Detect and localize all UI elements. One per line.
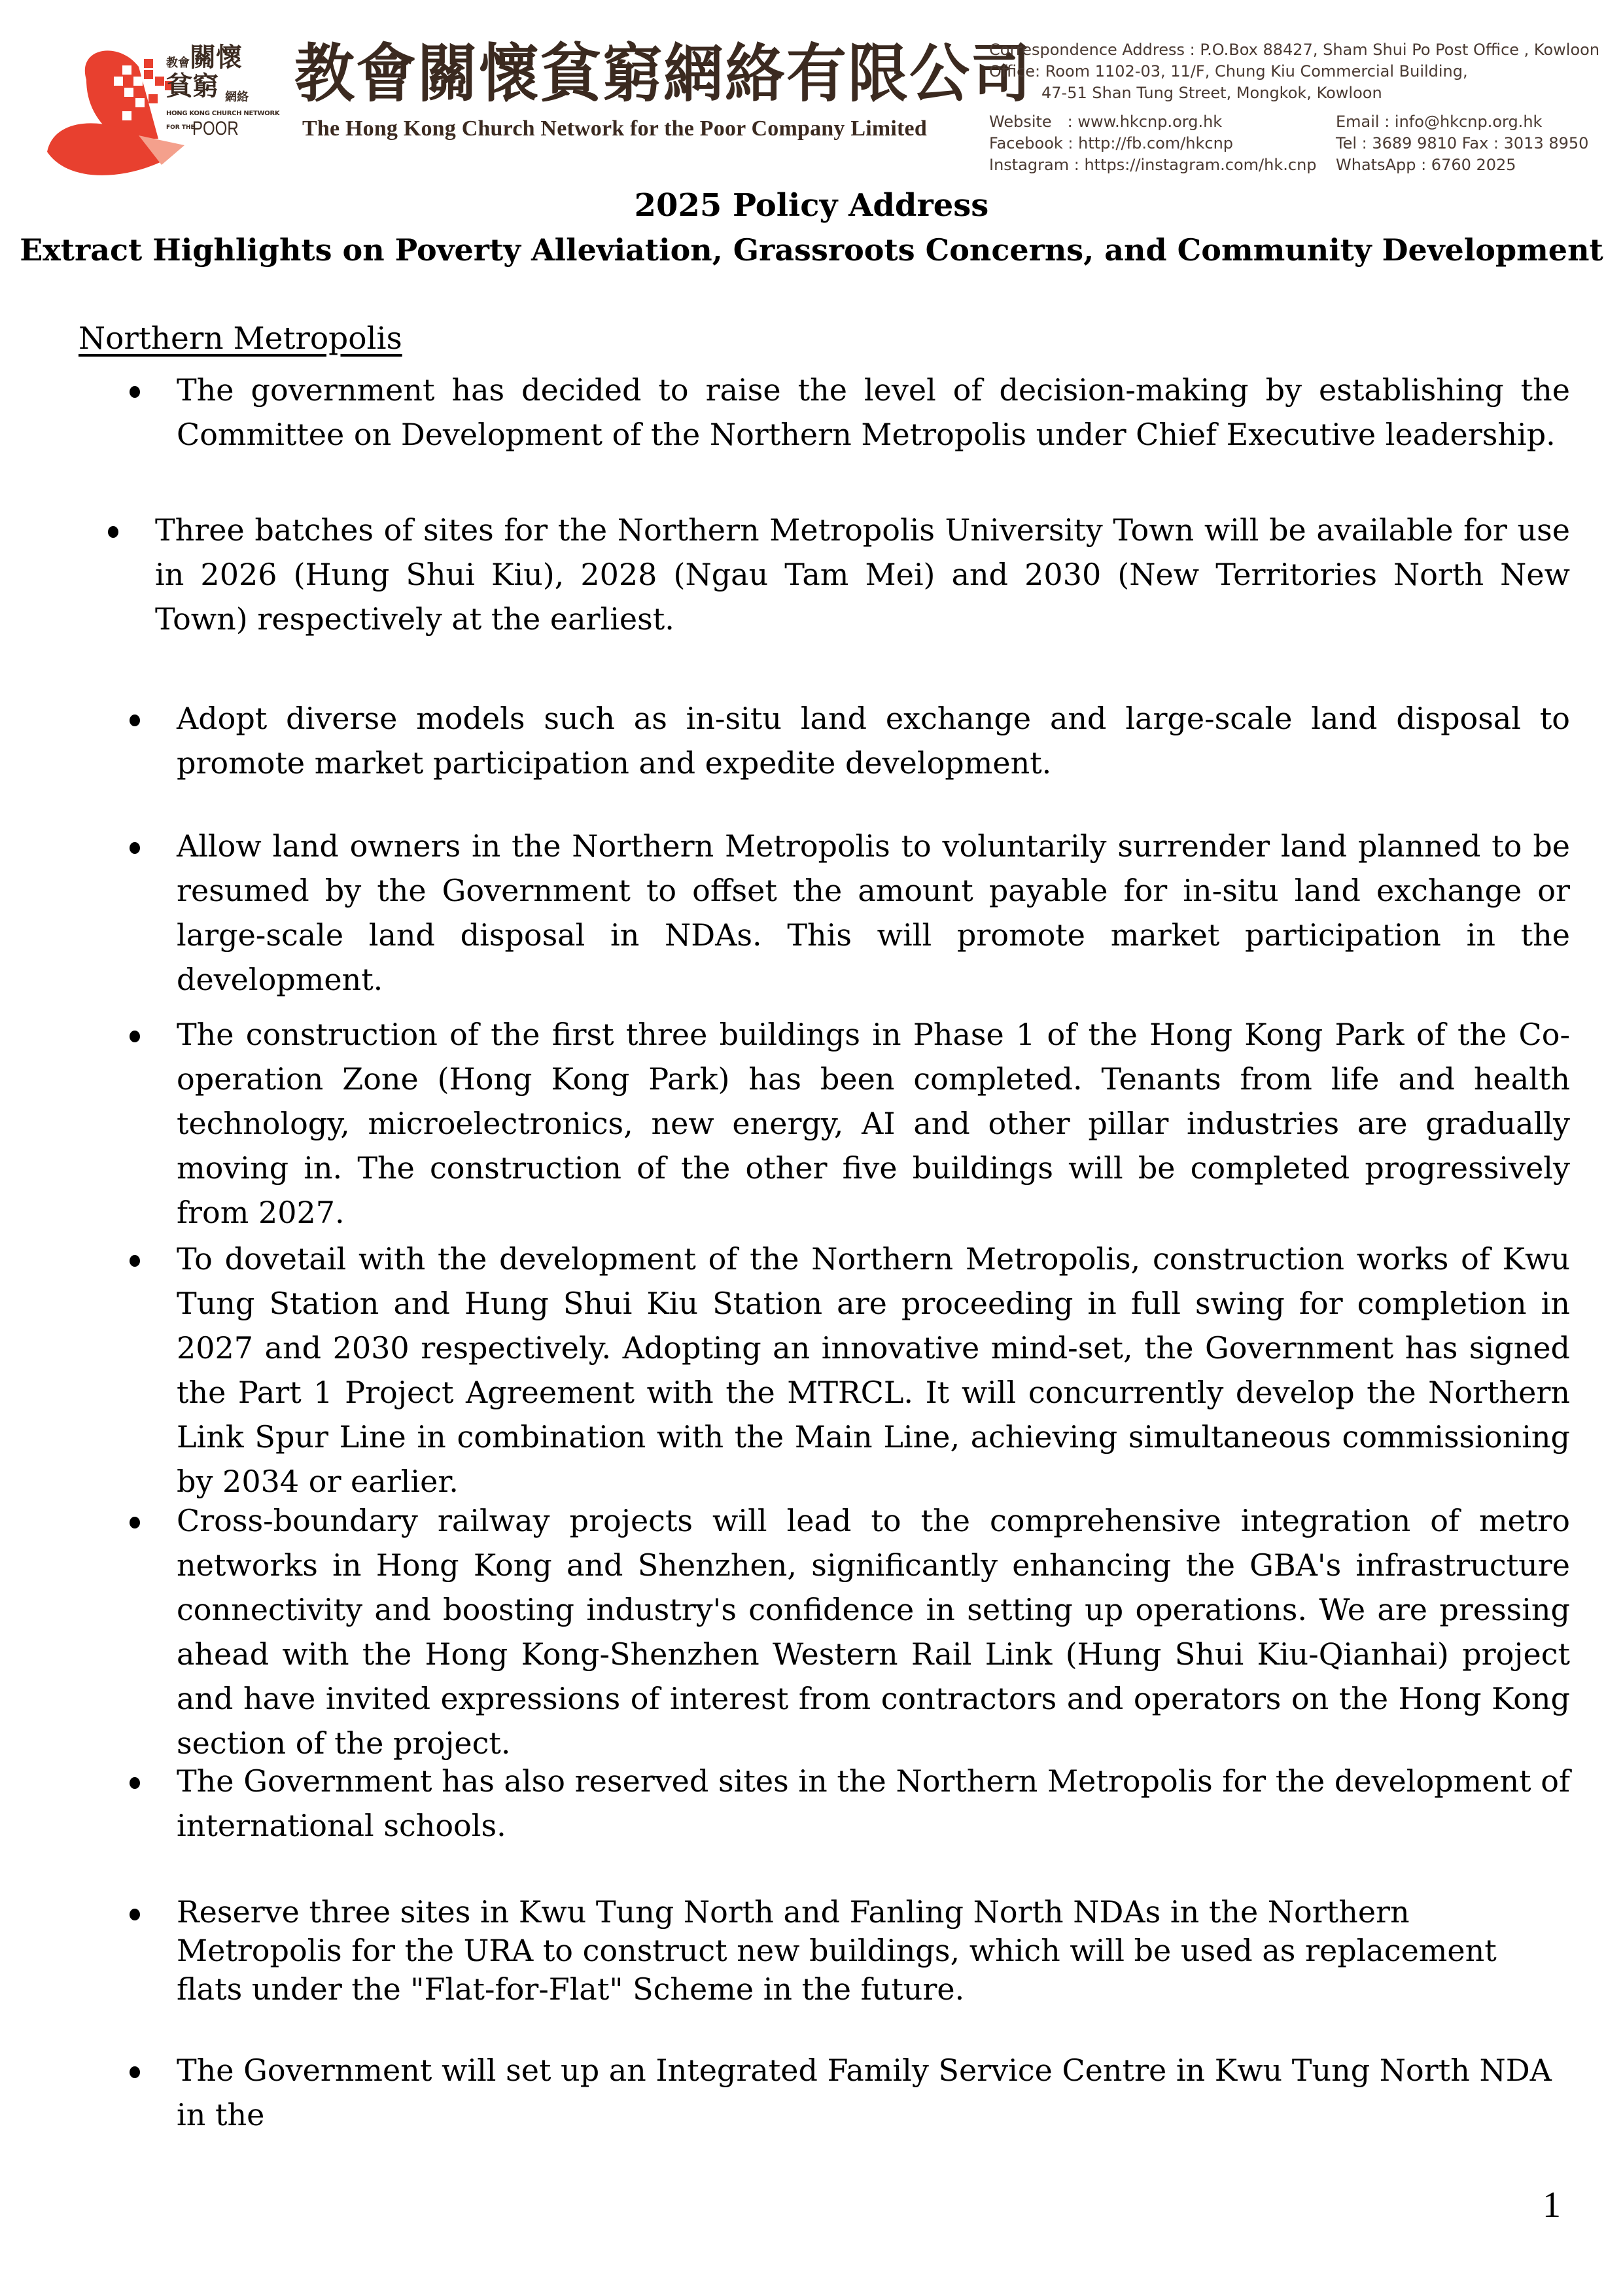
org-name-english: The Hong Kong Church Network for the Poor Company Limited (302, 116, 927, 141)
office-address-line-1: Office: Room 1102-03, 11/F, Chung Kiu Commercial Building, (989, 62, 1468, 80)
whatsapp-number: WhatsApp : 6760 2025 (1336, 156, 1516, 174)
org-name-chinese: 教會關懷貧窮網絡有限公司 (294, 36, 1033, 111)
bullet-text: The Government has also reserved sites in the Northern Metropolis for the development of international schools. (177, 1763, 1570, 1843)
bullet-dot-icon (130, 1517, 140, 1528)
bullet-item (177, 1498, 1570, 1765)
bullet-text: Cross-boundary railway projects will lead to the comprehensive integration of metro networks in Hong Kong and Shenzhen, significantly enhancing the GBA's infrastructure connectivity and boosting industry's confidence in setting up operations. We are pressing ahead with the Hong Kong-Shenzhen Western Rail Link (Hung Shui Kiu-Qianhai) project and have invited expressions of interest from contractors and operators on the Hong Kong section of the project. (177, 1503, 1570, 1761)
logo-cn-large-1: 關懷 (190, 42, 242, 73)
logo-cn-large-2: 貧窮 (166, 71, 218, 101)
bullet-text: Reserve three sites in Kwu Tung North and Fanling North NDAs in the Northern Metropolis for the URA to construct new buildings, which will be used as replacement flats under the "Flat-for-Flat" Scheme in the future. (177, 1894, 1497, 2007)
bullet-dot-icon (130, 2066, 140, 2078)
bullet-item (177, 1237, 1570, 1504)
organization-logo (41, 41, 280, 185)
section-heading: Northern Metropolis (79, 321, 402, 357)
bullet-item (155, 508, 1570, 641)
logo-en-line: HONG KONG CHURCH NETWORK (166, 110, 280, 117)
bullet-dot-icon (130, 1909, 140, 1920)
correspondence-address: Correspondence Address : P.O.Box 88427, Sham Shui Po Post Office , Kowloon (989, 41, 1600, 59)
bullet-dot-icon (130, 842, 140, 854)
website-link[interactable]: Website : www.hkcnp.org.hk (989, 113, 1223, 131)
logo-poor: POOR (192, 118, 239, 139)
bullet-dot-icon (130, 715, 140, 726)
bullet-dot-icon (130, 1777, 140, 1789)
document-title: 2025 Policy Address (634, 187, 989, 224)
instagram-link[interactable]: Instagram : https://instagram.com/hk.cnp (989, 156, 1317, 174)
tel-fax: Tel : 3689 9810 Fax : 3013 8950 (1336, 134, 1589, 152)
office-address-line-2: 47-51 Shan Tung Street, Mongkok, Kowloon (1041, 84, 1382, 102)
bullet-item (177, 368, 1570, 457)
bullet-dot-icon (130, 386, 140, 398)
contact-channels (989, 111, 1588, 176)
logo-cn-small: 教會 (166, 56, 190, 70)
bullet-item (177, 2048, 1570, 2137)
bullet-item (177, 696, 1570, 785)
bullet-item (177, 824, 1570, 1002)
bullet-item (177, 1893, 1570, 2009)
logo-cn-suffix: 網絡 (225, 90, 249, 104)
bullet-text: Allow land owners in the Northern Metropolis to voluntarily surrender land planned to be resumed by the Government to offset the amount payable for in-situ land exchange or large-scale land disposal in NDAs. This will promote market participation in the development. (177, 828, 1570, 997)
page-number: 1 (1543, 2185, 1561, 2225)
bullet-text: Three batches of sites for the Northern Metropolis University Town will be available for use in 2026 (Hung Shui Kiu), 2028 (Ngau Tam Mei) and 2030 (New Territories North New Town) respectively at the earliest. (155, 512, 1570, 637)
bullet-dot-icon (108, 526, 118, 538)
bullet-item (177, 1759, 1570, 1848)
bullet-text: The government has decided to raise the level of decision-making by establishing the Committee on Development of the Northern Metropolis under Chief Executive leadership. (177, 372, 1570, 452)
contact-address-block (989, 39, 1599, 104)
bullet-text: The Government will set up an Integrated Family Service Centre in Kwu Tung North NDA in the (177, 2053, 1552, 2132)
bullet-text: Adopt diverse models such as in-situ land exchange and large-scale land disposal to promote market participation and expedite development. (177, 701, 1570, 781)
document-subtitle: Extract Highlights on Poverty Alleviation, Grassroots Concerns, and Community Development (20, 232, 1603, 268)
bullet-text: To dovetail with the development of the Northern Metropolis, construction works of Kwu Tung Station and Hung Shui Kiu Station are proceeding in full swing for completion in 2027 and 2030 respectively. Adopting an innovative mind-set, the Government has signed the Part 1 Project Agreement with the MTRCL. It will concurrently develop the Northern Link Spur Line in combination with the Main Line, achieving simultaneous commissioning by 2034 or earlier. (177, 1241, 1570, 1499)
bullet-text: The construction of the first three buildings in Phase 1 of the Hong Kong Park of the Co-operation Zone (Hong Kong Park) has been completed. Tenants from life and health technology, microelectronics, new energy, AI and other pillar industries are gradually moving in. The construction of the other five buildings will be completed progressively from 2027. (177, 1017, 1570, 1230)
bullet-dot-icon (130, 1255, 140, 1267)
bullet-dot-icon (130, 1031, 140, 1042)
facebook-link[interactable]: Facebook : http://fb.com/hkcnp (989, 134, 1234, 152)
bullet-item (177, 1012, 1570, 1235)
logo-for-the: FOR THE (166, 124, 195, 131)
email-link[interactable]: Email : info@hkcnp.org.hk (1336, 113, 1543, 131)
